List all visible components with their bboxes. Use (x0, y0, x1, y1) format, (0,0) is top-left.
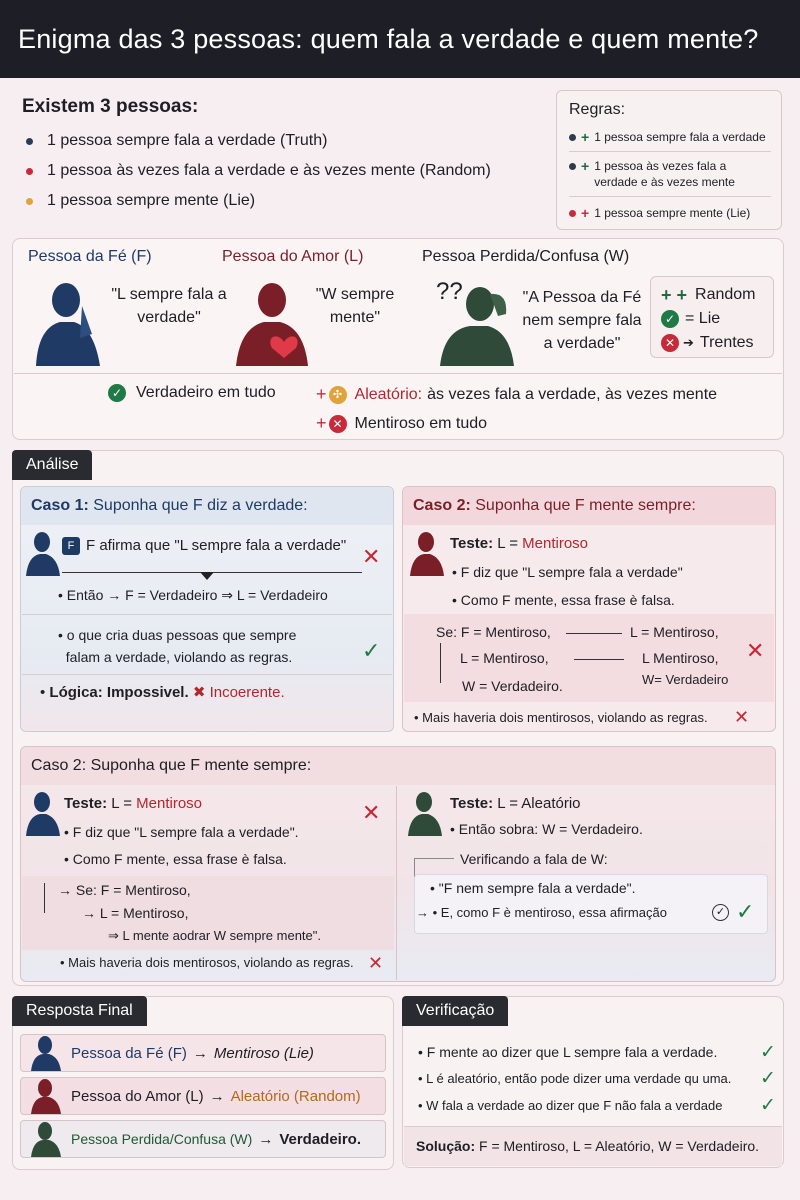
deduction-line: ⇒ L mente aodrar W sempre mente". (108, 928, 321, 943)
quote-lost: "A Pessoa da Fé nem sempre fala a verdade" (522, 289, 642, 352)
key-random: + ✣ Aleatório: às vezes fala a verdade, às vezes mente (316, 384, 718, 404)
bullet-dot (26, 198, 33, 205)
bracket-line (44, 883, 45, 913)
key-truth: ✓ Verdadeiro em tudo (108, 384, 276, 402)
header-bar (0, 0, 800, 78)
rule-item: + 1 pessoa sempre fala a verdade (569, 129, 781, 145)
random-icon: ✣ (329, 386, 347, 404)
check-circle-outline-icon: ✓ (712, 904, 729, 921)
check-icon: ✓ (760, 1095, 776, 1116)
case2b-left-line1: • F diz que "L sempre fala a verdade". (64, 824, 299, 840)
quote-love: "W sempre mente" (315, 286, 395, 326)
plus-icon: + (581, 129, 590, 145)
x-icon: ✕ (368, 953, 384, 973)
deduction-line: L = Mentiroso, (460, 650, 549, 666)
praying-person-icon (30, 276, 106, 366)
case2b-right-v1: • "F nem sempre fala a verdade". (430, 880, 636, 896)
final-row-lost: Pessoa Perdida/Confusa (W) → Verdadeiro. (20, 1120, 386, 1158)
divider (569, 151, 771, 152)
f-badge: F (62, 537, 80, 555)
praying-person-icon (29, 1035, 63, 1071)
praying-person-icon (406, 790, 444, 836)
x-circle-icon: ✕ (661, 334, 679, 352)
case1-header: Caso 1: Suponha que F diz a verdade: (21, 487, 393, 525)
praying-person-icon (29, 1078, 63, 1114)
deduction-line: L = Mentiroso, (630, 624, 719, 640)
intro-title: Existem 3 pessoas: (22, 96, 199, 117)
key-liar: + ✕ Mentiroso em tudo (316, 413, 488, 433)
bullet-dot (569, 210, 576, 217)
divider (569, 196, 771, 197)
rules-title: Regras: (569, 101, 626, 118)
bullet-dot (26, 168, 33, 175)
final-row-love: Pessoa do Amor (L) → Aleatório (Random) (20, 1077, 386, 1115)
arrow-right-icon: → (209, 1087, 225, 1105)
deduction-line: → Se: F = Mentiroso, (58, 882, 191, 898)
case2b-left-line2: • Como F mente, essa frase è falsa. (64, 851, 287, 867)
arrow-right-icon: → (258, 1130, 274, 1148)
case2a-header: Caso 2: Suponha que F mente sempre: (403, 487, 775, 525)
legend-trentes: ✕ ➔ Trentes (651, 331, 773, 355)
check-icon: ✓ (760, 1068, 776, 1089)
bracket-line (440, 643, 441, 683)
question-marks-icon: ?? (436, 278, 463, 305)
check-icon: ✓ (362, 638, 381, 663)
case2b-right-verify: Verificando a fala de W: (460, 851, 608, 867)
x-circle-icon: ✕ (329, 415, 347, 433)
deduction-line: Se: F = Mentiroso, (436, 624, 551, 640)
arrow-right-icon (566, 633, 622, 634)
praying-person-icon (408, 530, 446, 576)
case2b-left-note: • Mais haveria dois mentirosos, violando as regras. (60, 955, 354, 970)
triangle-down-icon (200, 572, 214, 580)
person-name-love: Pessoa do Amor (L) (222, 248, 364, 265)
case1-result: • o que cria duas pessoas que sempre falam a verdade, violando as regras. (58, 627, 297, 665)
divider (14, 373, 782, 374)
check-circle-icon: ✓ (661, 310, 679, 328)
page-title: Enigma das 3 pessoas: quem fala a verdade e quem mente? (18, 24, 759, 54)
bullet-dot (569, 134, 576, 141)
case2a-line2: • Como F mente, essa frase è falsa. (452, 592, 675, 608)
case2a-note: • Mais haveria dois mentirosos, violando as regras. (414, 710, 708, 725)
rule-item: + 1 pessoa sempre mente (Lie) (569, 205, 781, 221)
case2b-right-v2: → • E, como F è mentiroso, essa afirmação (416, 905, 667, 920)
bullet-dot (26, 138, 33, 145)
person-name-faith: Pessoa da Fé (F) (28, 248, 152, 265)
check-icon: ✓ (760, 1042, 776, 1063)
verification-item: • L é aleatório, então pode dizer uma verdade qu uma. (418, 1071, 732, 1086)
plus-icon: + (316, 413, 327, 433)
arrow-right-icon: → (192, 1044, 208, 1062)
arrow-right-icon (414, 858, 454, 859)
divider (22, 614, 392, 615)
case1-claim: F afirma que "L sempre fala a verdade" (86, 537, 347, 554)
x-icon: ✖ (192, 684, 206, 701)
plus-icon: + (581, 158, 590, 174)
final-row-faith: Pessoa da Fé (F) → Mentiroso (Lie) (20, 1034, 386, 1072)
bullet-dot (569, 163, 576, 170)
arrow-right-icon (574, 659, 624, 660)
case2b-header: Caso 2: Suponha que F mente sempre: (21, 747, 775, 785)
praying-person-icon (24, 530, 62, 576)
quote-faith: "L sempre fala a verdade" (111, 286, 227, 326)
tab-analysis: Análise (12, 450, 92, 480)
check-circle-icon: ✓ (108, 384, 126, 402)
deduction-line: W = Verdadeiro. (462, 678, 563, 694)
plus-plus-icon: + + (661, 284, 688, 305)
legend-box (650, 276, 774, 358)
legend-lie: ✓ = Lie (651, 307, 773, 331)
case1-then: • Então → F = Verdadeiro ⇒ L = Verdadeiro (58, 587, 328, 603)
verification-item: • W fala a verdade ao dizer que F não fala a verdade (418, 1098, 723, 1113)
divider (396, 786, 397, 980)
check-icon: ✓ (736, 899, 755, 924)
confused-person-icon (436, 278, 516, 366)
person-name-lost: Pessoa Perdida/Confusa (W) (422, 248, 630, 265)
tab-final-answer: Resposta Final (12, 996, 147, 1026)
intro-item-truth: 1 pessoa sempre fala a verdade (Truth) (26, 126, 491, 156)
deduction-line: W= Verdadeiro (642, 672, 729, 687)
praying-person-icon (29, 1121, 63, 1157)
case2a-line1: • F diz que "L sempre fala a verdade" (452, 564, 683, 580)
intro-item-lie: 1 pessoa sempre mente (Lie) (26, 186, 491, 216)
case2b-right-line1: • Então sobra: W = Verdadeiro. (450, 821, 643, 837)
plus-icon: + (316, 384, 327, 404)
intro-item-random: 1 pessoa às vezes fala a verdade e às vezes mente (Random) (26, 156, 491, 186)
solution-text: Solução: F = Mentiroso, L = Aleatório, W = Verdadeiro. (416, 1138, 760, 1154)
case1-logic: • Lógica: Impossivel. ✖ Incoerente. (40, 684, 285, 701)
x-icon: ✕ (734, 707, 750, 727)
plus-icon: + (581, 205, 590, 221)
divider (22, 674, 392, 675)
rules-box (556, 90, 782, 230)
tab-verification: Verificação (402, 996, 508, 1026)
legend-random: + + Random (661, 284, 756, 305)
case2a-test: Teste: L = Mentiroso (450, 535, 588, 552)
deduction-line: L Mentiroso, (642, 650, 719, 666)
deduction-line: → L = Mentiroso, (82, 905, 189, 921)
arrow-right-icon: ➔ (683, 335, 694, 350)
verification-item: • F mente ao dizer que L sempre fala a verdade. (418, 1044, 718, 1060)
x-icon: ✕ (362, 800, 381, 825)
x-icon: ✕ (362, 544, 381, 569)
case2b-left-test: Teste: L = Mentiroso (64, 795, 202, 812)
x-icon: ✕ (746, 638, 765, 663)
praying-person-icon (24, 790, 62, 836)
rule-item: + 1 pessoa às vezes fala a verdade e às vezes mente (569, 158, 769, 190)
intro-list (26, 126, 491, 216)
case2b-right-test: Teste: L = Aleatório (450, 795, 581, 812)
